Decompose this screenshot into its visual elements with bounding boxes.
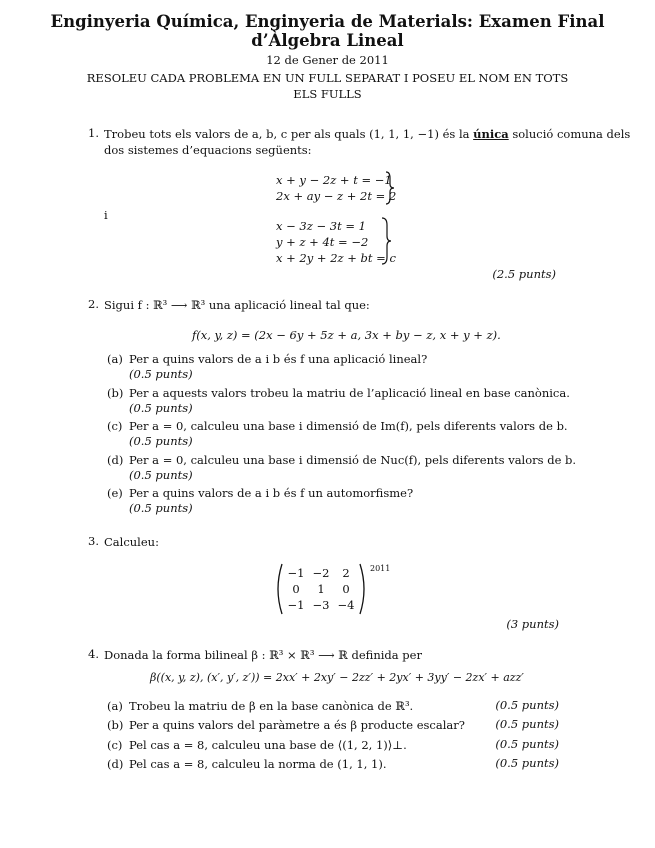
exam-title-line1: Enginyeria Química, Enginyeria de Materials: Examen Final	[50, 12, 605, 31]
problem-4-intro: Donada la forma bilineal β : ℝ³ × ℝ³ ⟶ ℝ definida per	[104, 648, 422, 662]
p2-item-c-label: (c)	[107, 419, 123, 433]
matrix-right-paren	[360, 564, 364, 614]
problem-1-statement	[104, 126, 630, 142]
problem-2-number: 2.	[88, 297, 99, 311]
p2-item-e-label: (e)	[107, 486, 123, 500]
p4-item-a-text: Trobeu la matriu de β en la base canònica de ℝ³.	[129, 699, 414, 713]
p4-item-a-label: (a)	[107, 699, 123, 713]
problem-4-formula: β((x, y, z), (x′, y′, z′)) = 2xx′ + 2xy′ − 2zz′ + 2yx′ + 3yy′ − 2zx′ + azz′	[150, 671, 524, 684]
system1-eq2: 2x + ay − z + 2t = 2	[276, 189, 397, 203]
matrix-cell: −3	[312, 598, 330, 612]
p2-item-b-points: (0.5 punts)	[129, 401, 193, 415]
problem-1-text-a: Trobeu tots els valors de a, b, c per als quals (1, 1, 1, −1) és la	[104, 127, 474, 141]
system1-brace	[384, 170, 396, 206]
p4-item-d-text: Pel cas a = 8, calculeu la norma de (1, 1, 1).	[129, 757, 387, 771]
p4-item-b-label: (b)	[107, 718, 124, 732]
exam-title-line2: d’Àlgebra Lineal	[251, 31, 404, 50]
problem-2-intro: Sigui f : ℝ³ ⟶ ℝ³ una aplicació lineal tal que:	[104, 298, 370, 312]
problem-1-text-line2: dos sistemes d’equacions següents:	[104, 143, 312, 157]
instructions-line1: RESOLEU CADA PROBLEMA EN UN FULL SEPARAT I POSEU EL NOM EN TOTS	[86, 71, 569, 85]
problem-2-formula: f(x, y, z) = (2x − 6y + 5z + a, 3x + by − z, x + y + z).	[192, 328, 501, 342]
instructions-line2: ELS FULLS	[293, 87, 362, 101]
systems-connector: i	[104, 208, 108, 222]
problem-1-emphasis: única	[473, 127, 509, 141]
p4-item-a-points: (0.5 punts)	[495, 698, 559, 712]
problem-1-number: 1.	[88, 126, 99, 140]
p2-item-a-text: Per a quins valors de a i b és f una aplicació lineal?	[129, 352, 428, 366]
p2-item-b-label: (b)	[107, 386, 124, 400]
matrix-left-paren	[278, 564, 282, 614]
p2-item-a-points: (0.5 punts)	[129, 367, 193, 381]
p4-item-d-points: (0.5 punts)	[495, 756, 559, 770]
p4-item-c-text: Pel cas a = 8, calculeu una base de ⟨(1, 2, 1)⟩⊥.	[129, 738, 407, 752]
matrix	[272, 562, 394, 616]
p2-item-a-label: (a)	[107, 352, 123, 366]
system2-brace	[380, 216, 393, 266]
matrix-cell: −4	[337, 598, 355, 612]
system1-eq1: x + y − 2z + t = −1	[276, 173, 392, 187]
matrix-cell: −2	[312, 566, 330, 580]
system2-eq2: y + z + 4t = −2	[276, 235, 369, 249]
system2-eq1: x − 3z − 3t = 1	[276, 219, 366, 233]
matrix-cell: −1	[287, 566, 305, 580]
problem-3-points: (3 punts)	[506, 617, 559, 631]
problem-3-number: 3.	[88, 534, 99, 548]
matrix-cell: 0	[342, 582, 350, 596]
p4-item-c-points: (0.5 punts)	[495, 737, 559, 751]
p2-item-e-text: Per a quins valors de a i b és f un automorfisme?	[129, 486, 414, 500]
exam-date: 12 de Gener de 2011	[266, 53, 389, 67]
p2-item-b-text: Per a aquests valors trobeu la matriu de l’aplicació lineal en base canònica.	[129, 386, 570, 400]
p2-item-d-points: (0.5 punts)	[129, 468, 193, 482]
problem-3-intro: Calculeu:	[104, 535, 159, 549]
matrix-exponent: 2011	[370, 564, 391, 573]
p4-item-b-points: (0.5 punts)	[495, 717, 559, 731]
matrix-cell: 1	[317, 582, 325, 596]
problem-1-points: (2.5 punts)	[492, 267, 556, 281]
problem-1-text-b: solució comuna dels	[508, 127, 631, 141]
p4-item-b-text: Per a quins valors del paràmetre a és β producte escalar?	[129, 718, 465, 732]
matrix-cell: 2	[342, 566, 350, 580]
p2-item-c-points: (0.5 punts)	[129, 434, 193, 448]
p2-item-c-text: Per a = 0, calculeu una base i dimensió de Im(f), pels diferents valors de b.	[129, 419, 568, 433]
p2-item-d-text: Per a = 0, calculeu una base i dimensió de Nuc(f), pels diferents valors de b.	[129, 453, 577, 467]
matrix-cell: −1	[287, 598, 305, 612]
system2-eq3: x + 2y + 2z + bt = c	[276, 251, 396, 265]
p4-item-c-label: (c)	[107, 738, 123, 752]
problem-4-number: 4.	[88, 647, 99, 661]
matrix-cell: 0	[292, 582, 300, 596]
p4-item-d-label: (d)	[107, 757, 124, 771]
p2-item-e-points: (0.5 punts)	[129, 501, 193, 515]
p2-item-d-label: (d)	[107, 453, 124, 467]
